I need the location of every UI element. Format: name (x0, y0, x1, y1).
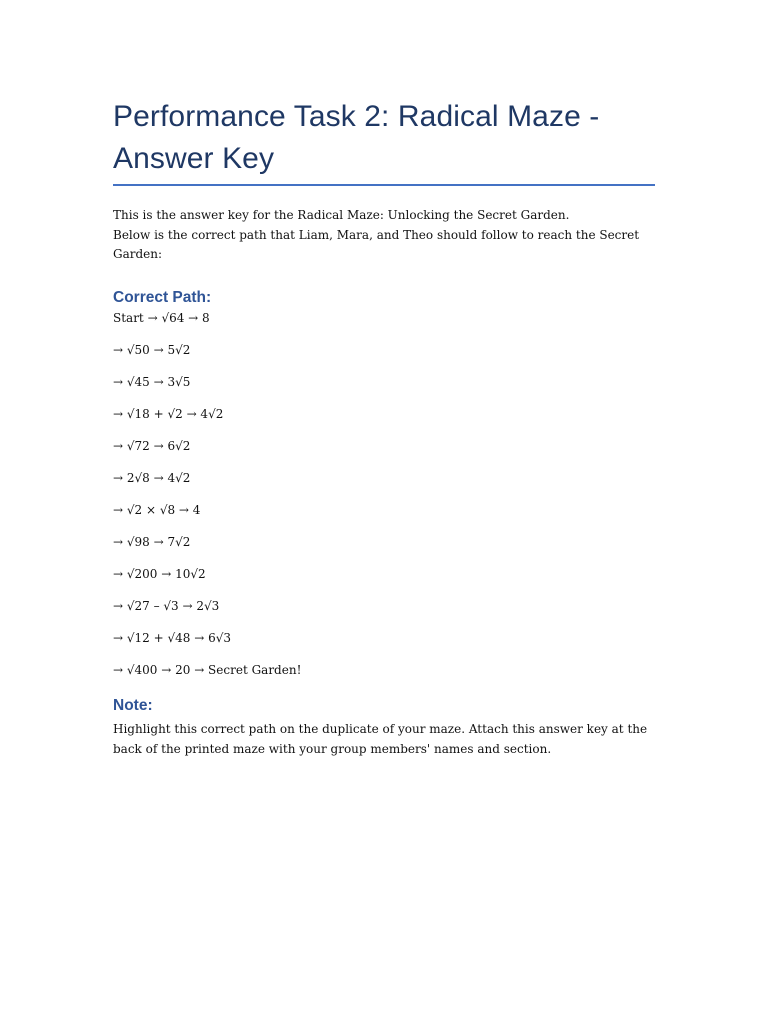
correct-path-heading: Correct Path: (113, 288, 212, 306)
title-underline (113, 184, 655, 186)
intro-paragraph (113, 206, 655, 265)
path-step: → √18 + √2 → 4√2 (113, 406, 224, 421)
note-text: Highlight this correct path on the duplicate of your maze. Attach this answer key at the back of the printed maze with your group members' names and section. (113, 721, 648, 756)
path-step: → √72 → 6√2 (113, 438, 191, 453)
path-step: Start → √64 → 8 (113, 310, 210, 325)
path-step: → √2 × √8 → 4 (113, 502, 201, 517)
path-step: → √12 + √48 → 6√3 (113, 630, 231, 645)
path-step: → √98 → 7√2 (113, 534, 191, 549)
document-title: Performance Task 2: Radical Maze - Answer Key (113, 100, 600, 175)
path-step: → √400 → 20 → Secret Garden! (113, 662, 302, 677)
document-page (113, 96, 655, 771)
path-step: → 2√8 → 4√2 (113, 470, 191, 485)
path-step: → √27 – √3 → 2√3 (113, 598, 220, 613)
intro-line-1: This is the answer key for the Radical Maze: Unlocking the Secret Garden. (113, 208, 570, 222)
path-step: → √50 → 5√2 (113, 342, 191, 357)
note-heading: Note: (113, 696, 153, 714)
correct-path-list (113, 310, 655, 694)
path-step: → √200 → 10√2 (113, 566, 206, 581)
intro-line-2: Below is the correct path that Liam, Mara, and Theo should follow to reach the Secret Garden: (113, 227, 640, 261)
path-step: → √45 → 3√5 (113, 374, 191, 389)
